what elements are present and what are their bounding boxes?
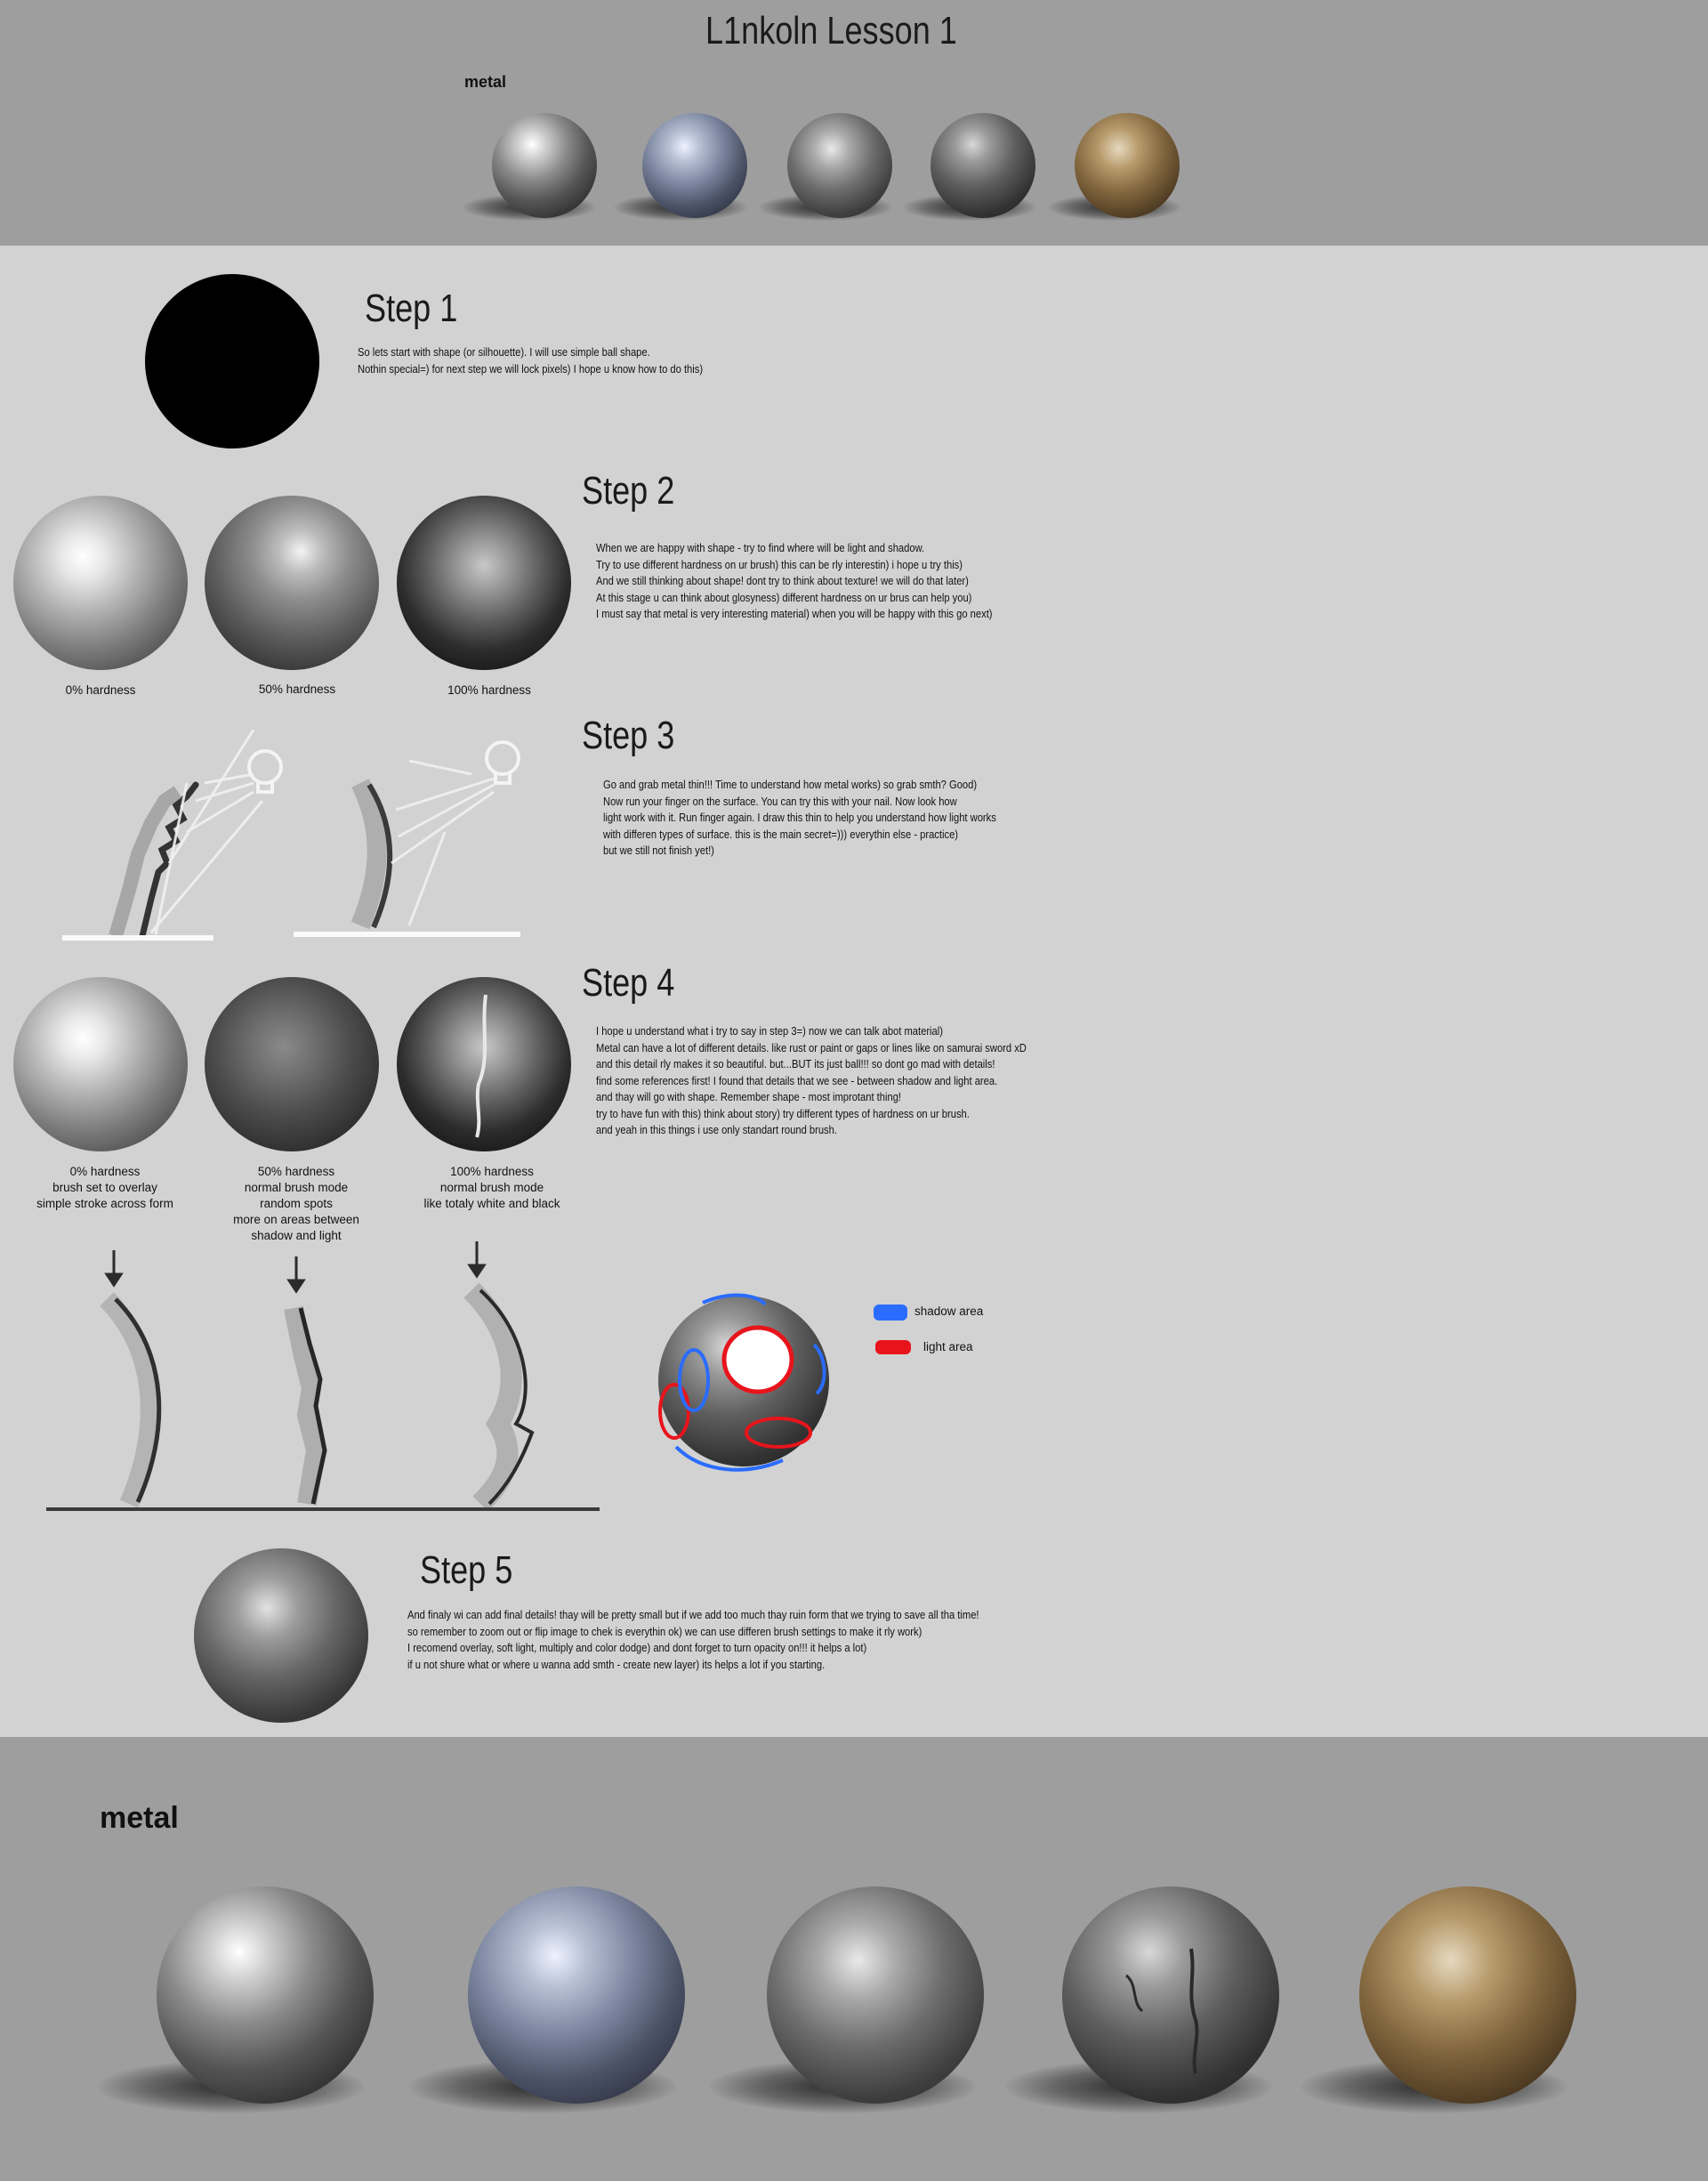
step2-heading: Step 2 [582, 469, 675, 513]
top-sphere-blue [642, 113, 747, 218]
light-area-bottom [746, 1418, 810, 1447]
top-sphere-iron [787, 113, 892, 218]
step4-heading: Step 4 [582, 961, 675, 1005]
bottom-sphere-crack-lines [1062, 1886, 1279, 2104]
shadow-area-top [703, 1296, 765, 1305]
step2-sphere-0 [13, 496, 188, 670]
footer-metal-label: metal [100, 1801, 179, 1835]
step5-text: And finaly wi can add final details! thay will be pretty small but if we add too much thay ruin form that we trying to save all tha time! so remember to zoom out or flip image to chek is everythin ok) we can use differen brush settings to make it rly work) I recomend overlay, soft light, multiply and color dodge) and dont forget to turn opacity on!!! it helps a lot) if u not shure what or where u wanna add smth - create new layer) its helps a lot if you starting. [407, 1608, 979, 1671]
top-sphere-steel [492, 113, 597, 218]
step4-caption-50: 50% hardness normal brush mode random spots more on areas between shadow and light [233, 1165, 359, 1242]
step2-sphere-50 [205, 496, 379, 670]
step2-text: When we are happy with shape - try to find where will be light and shadow. Try to use different hardness on ur brush) this can be rly interestin) i hope u try this) And we still thinking about shape! dont try to think about texture! we will do that later) At this stage u can think about glosyness) different hardness on ur brus can help you) I must say that metal is very interesting material) when you will be happy with this go next) [596, 541, 993, 620]
bottom-sphere-bronze [1359, 1886, 1576, 2104]
bottom-sphere-iron [767, 1886, 984, 2104]
top-sphere-cracked [931, 113, 1035, 218]
step3-heading: Step 3 [582, 714, 675, 757]
step5-sphere [194, 1548, 368, 1723]
step2-caption-100: 100% hardness [447, 683, 531, 697]
light-area-top [724, 1328, 792, 1392]
shadow-area-bottom [676, 1447, 783, 1470]
light-legend-label: light area [923, 1340, 973, 1353]
profile-smooth-hatch [107, 1299, 150, 1504]
shadow-legend-label: shadow area [914, 1305, 984, 1318]
step3-text: Go and grab metal thin!!! Time to understand how metal works) so grab smth? Good) Now run your finger on the surface. You can try this with your nail. Now look how light work with it. Run finger again. I draw this thin to help you understand how light works with differen types of surface. this is the main secret=))) everythin else - practice) but we still not finish yet!) [603, 778, 996, 857]
shadow-area-left [680, 1350, 708, 1410]
profile-spots-hatch [294, 1308, 316, 1504]
light-area-left [660, 1385, 689, 1438]
step4-sphere-overlay [13, 977, 188, 1151]
down-arrow-icon [107, 1241, 484, 1291]
step5-heading: Step 5 [420, 1548, 513, 1592]
step4-crack-line [397, 977, 571, 1151]
shadow-swatch [874, 1305, 907, 1321]
bottom-sphere-steel [157, 1886, 374, 2104]
step4-text: I hope u understand what i try to say in step 3=) now we can talk abot material) Metal can have a lot of different details. like rust or paint or gaps or lines like on samurai sword xD and this detail rly makes it so beautiful. but...BUT its just ball!!! so dont go mad with details! find some references first! I found that details that we see - between shadow and light area. and thay will go with shape. Remember shape - most improtant thing! try to have fun with this) think about story) try different types of hardness on ur brush. and yeah in this things i use only standart round brush. [596, 1024, 1027, 1136]
step2-caption-0: 0% hardness [65, 683, 136, 697]
step3-sketch [53, 730, 534, 952]
step4-caption-100: 100% hardness normal brush mode like totaly white and black [423, 1165, 560, 1210]
step1-text: So lets start with shape (or silhouette). I will use simple ball shape. Nothin special=) for next step we will lock pixels) I hope u know how to do this) [358, 345, 704, 376]
light-rays-right [391, 761, 494, 925]
bulb-icon-right [487, 742, 519, 783]
step2-caption-50: 50% hardness [258, 683, 336, 696]
step2-sphere-100 [397, 496, 571, 670]
top-sphere-bronze [1075, 113, 1180, 218]
step4-profile-sketch [36, 1237, 614, 1517]
bottom-sphere-blue [468, 1886, 685, 2104]
step4-caption-0: 0% hardness brush set to overlay simple stroke across form [36, 1165, 173, 1210]
shadow-area-right [814, 1345, 825, 1393]
annotation-overlay [649, 1287, 841, 1478]
light-swatch [875, 1340, 911, 1354]
bulb-icon [249, 751, 281, 792]
silhouette-circle [145, 274, 319, 448]
step1-heading: Step 1 [365, 287, 458, 330]
smooth-surface-hatch [360, 783, 377, 925]
page-title: L1nkoln Lesson 1 [705, 9, 957, 53]
step4-sphere-spots [205, 977, 379, 1151]
header-metal-label: metal [464, 73, 507, 91]
